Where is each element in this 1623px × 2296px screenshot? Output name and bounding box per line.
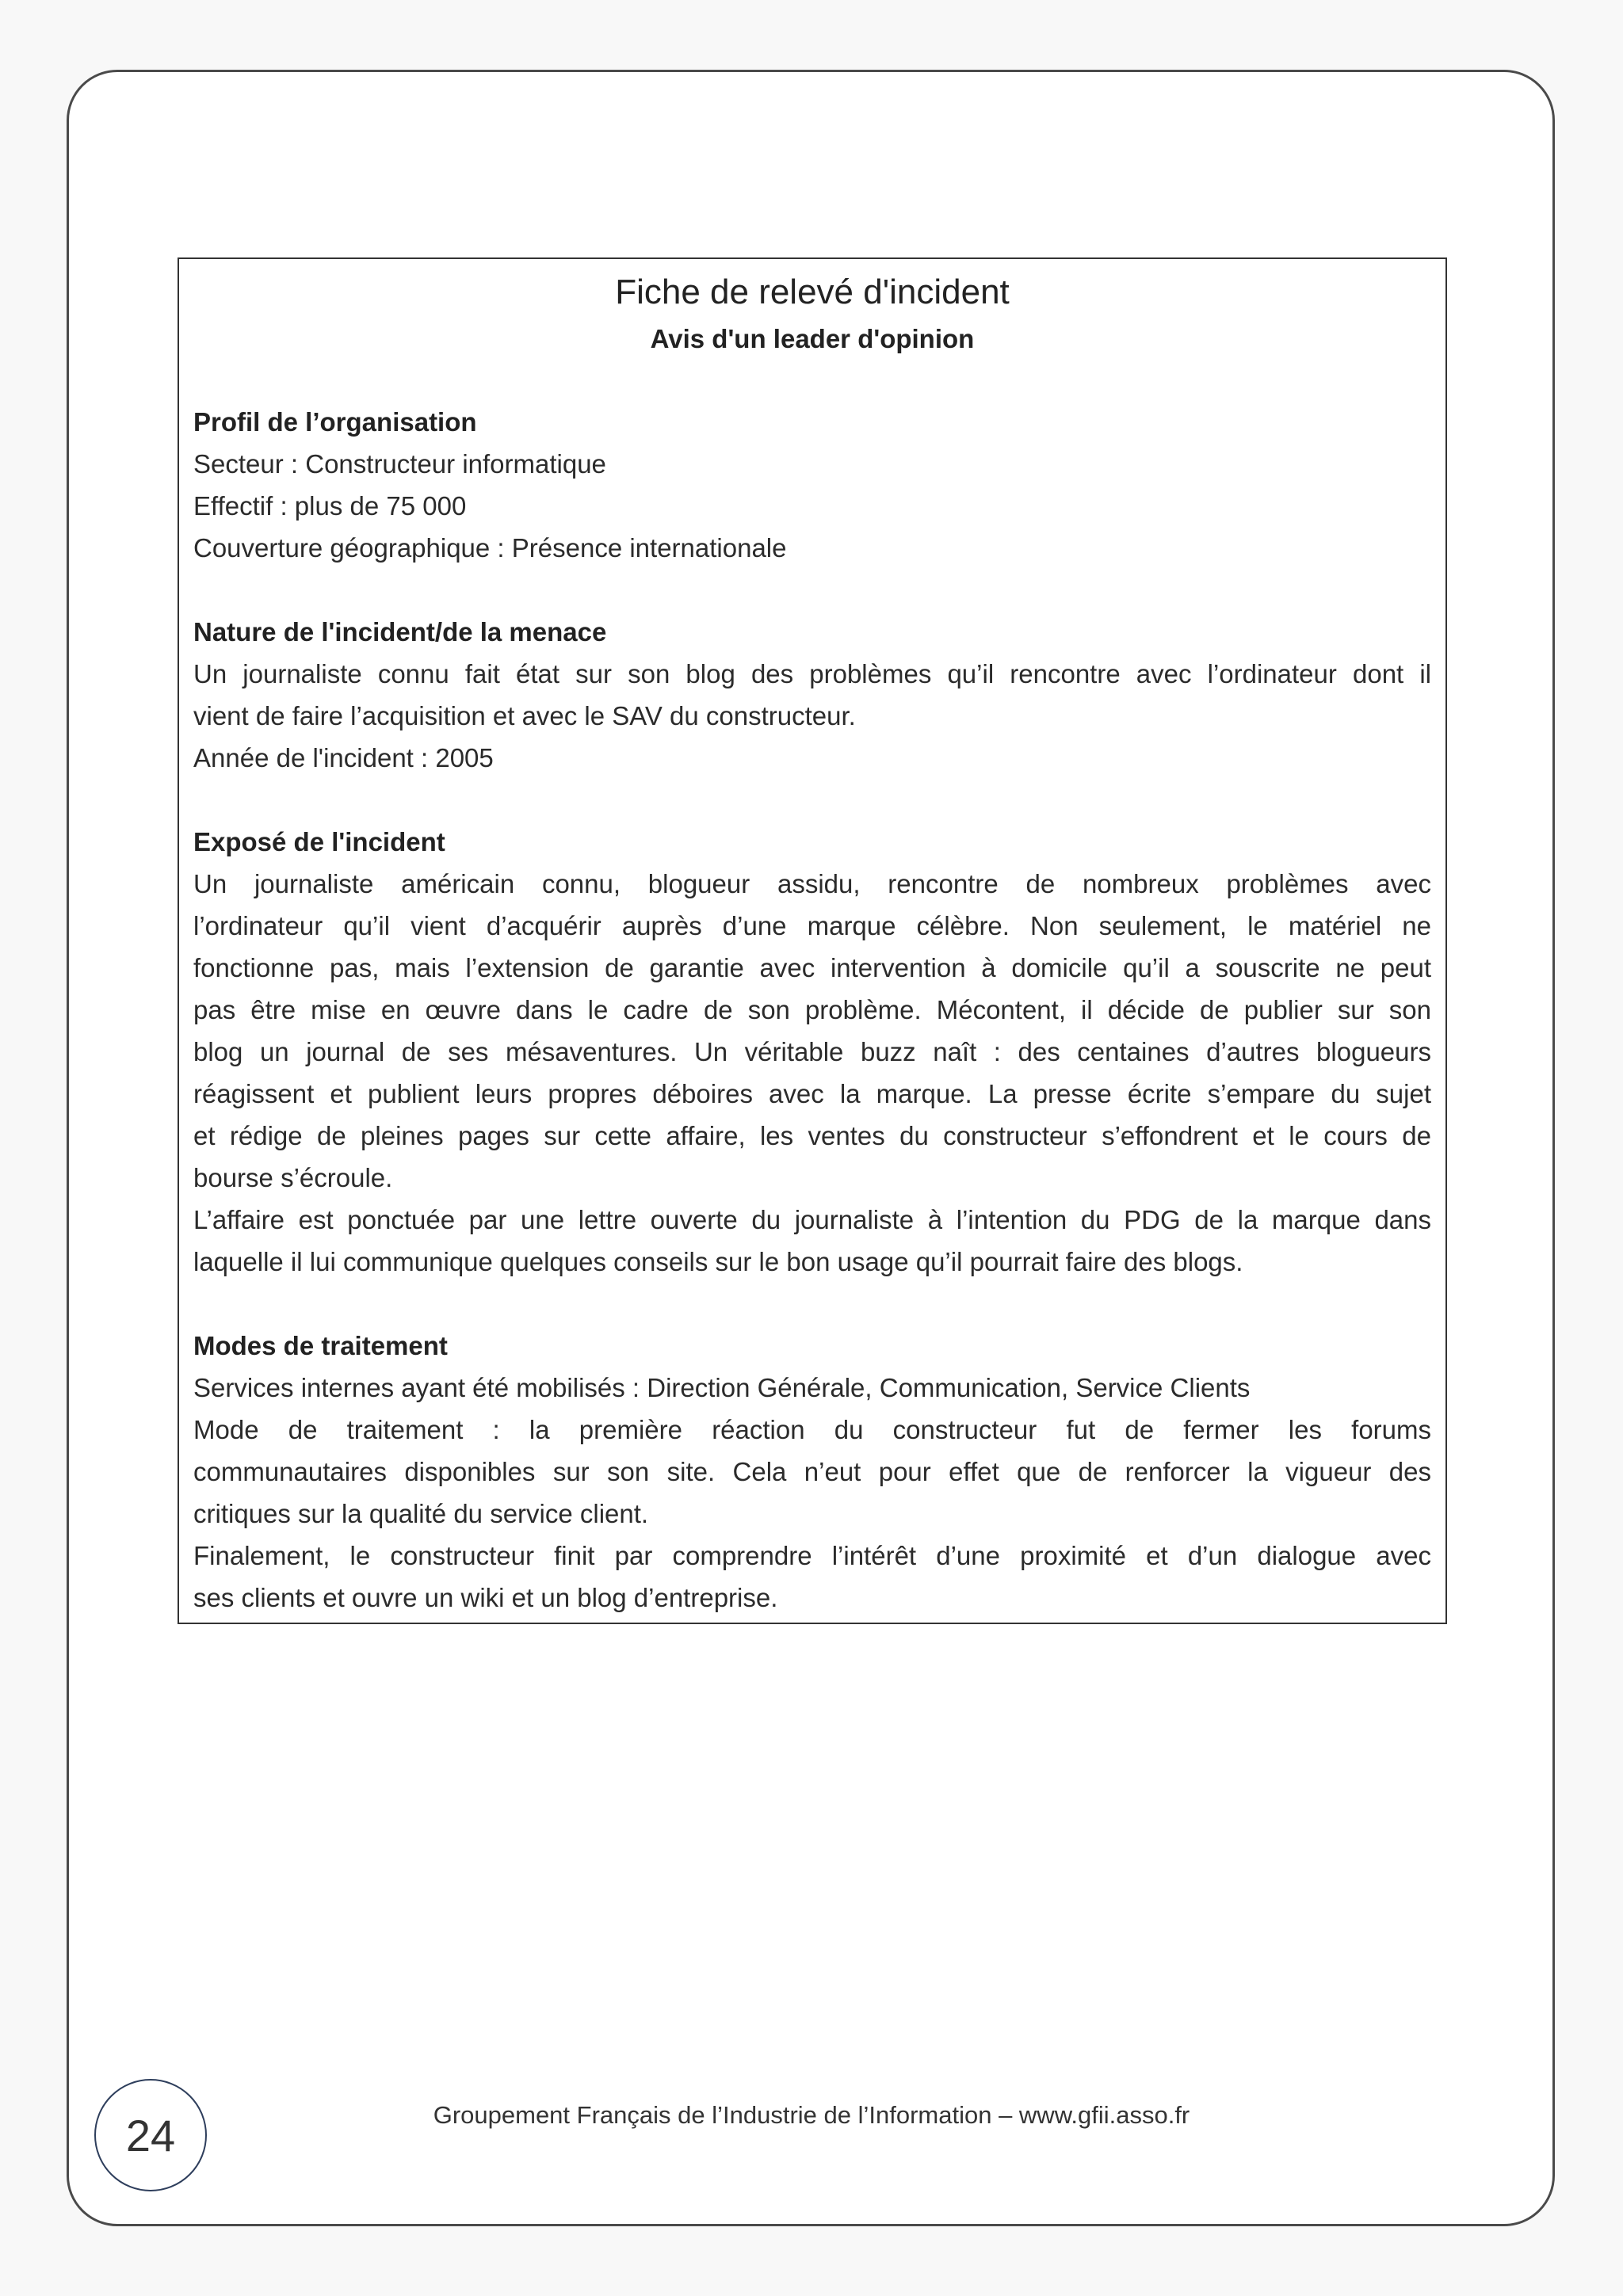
page-number-badge — [94, 2079, 207, 2191]
section-heading-modes: Modes de traitement — [193, 1331, 448, 1360]
profil-line-couverture: Couverture géographique : Présence internationale — [193, 533, 787, 563]
footer-text: Groupement Français de l’Industrie de l’Information – www.gfii.asso.fr — [433, 2101, 1190, 2129]
expose-line: blog un journal de ses mésaventures. Un véritable buzz naît : des centaines d’autres blogueurs — [193, 1037, 1431, 1066]
modes-line: communautaires disponibles sur son site. Cela n’eut pour effet que de renforcer la vigueur des — [193, 1457, 1431, 1486]
section-heading-expose: Exposé de l'incident — [193, 827, 445, 856]
modes-line-services: Services internes ayant été mobilisés : Direction Générale, Communication, Service Clients — [193, 1373, 1251, 1402]
section-expose — [193, 821, 1431, 1283]
report-title: Fiche de relevé d'incident — [615, 273, 1010, 311]
incident-report-box — [178, 257, 1447, 1624]
section-heading-profil: Profil de l’organisation — [193, 407, 477, 437]
expose-line: pas être mise en œuvre dans le cadre de son problème. Mécontent, il décide de publier sur son — [193, 995, 1431, 1024]
section-heading-nature: Nature de l'incident/de la menace — [193, 617, 607, 646]
profil-line-secteur: Secteur : Constructeur informatique — [193, 449, 606, 479]
nature-line-annee: Année de l'incident : 2005 — [193, 743, 494, 772]
profil-line-effectif: Effectif : plus de 75 000 — [193, 491, 467, 521]
nature-line: vient de faire l’acquisition et avec le SAV du constructeur. — [193, 701, 856, 730]
report-subtitle: Avis d'un leader d'opinion — [650, 324, 975, 353]
section-profil — [193, 401, 1431, 569]
expose-line: et rédige de pleines pages sur cette affaire, les ventes du constructeur s’effondrent et le cours de — [193, 1121, 1431, 1150]
modes-line: Mode de traitement : la première réaction du constructeur fut de fermer les forums — [193, 1415, 1431, 1444]
expose-line: laquelle il lui communique quelques conseils sur le bon usage qu’il pourrait faire des blogs. — [193, 1247, 1243, 1276]
expose-line: bourse s’écroule. — [193, 1163, 393, 1192]
section-modes — [193, 1325, 1431, 1619]
modes-line: critiques sur la qualité du service client. — [193, 1499, 649, 1528]
expose-line: fonctionne pas, mais l’extension de garantie avec intervention à domicile qu’il a souscrite ne peut — [193, 953, 1431, 982]
page-number: 24 — [125, 2110, 176, 2161]
expose-line: Un journaliste américain connu, blogueur assidu, rencontre de nombreux problèmes avec — [193, 869, 1431, 898]
nature-line: Un journaliste connu fait état sur son blog des problèmes qu’il rencontre avec l’ordinateur dont il — [193, 659, 1431, 688]
expose-line: l’ordinateur qu’il vient d’acquérir auprès d’une marque célèbre. Non seulement, le matériel ne — [193, 911, 1431, 940]
modes-line: Finalement, le constructeur finit par comprendre l’intérêt d’une proximité et d’un dialogue avec — [193, 1541, 1431, 1570]
modes-line: ses clients et ouvre un wiki et un blog d’entreprise. — [193, 1583, 778, 1612]
expose-line: L’affaire est ponctuée par une lettre ouverte du journaliste à l’intention du PDG de la marque dans — [193, 1205, 1431, 1234]
expose-line: réagissent et publient leurs propres déboires avec la marque. La presse écrite s’empare du sujet — [193, 1079, 1431, 1108]
section-nature — [193, 611, 1431, 779]
